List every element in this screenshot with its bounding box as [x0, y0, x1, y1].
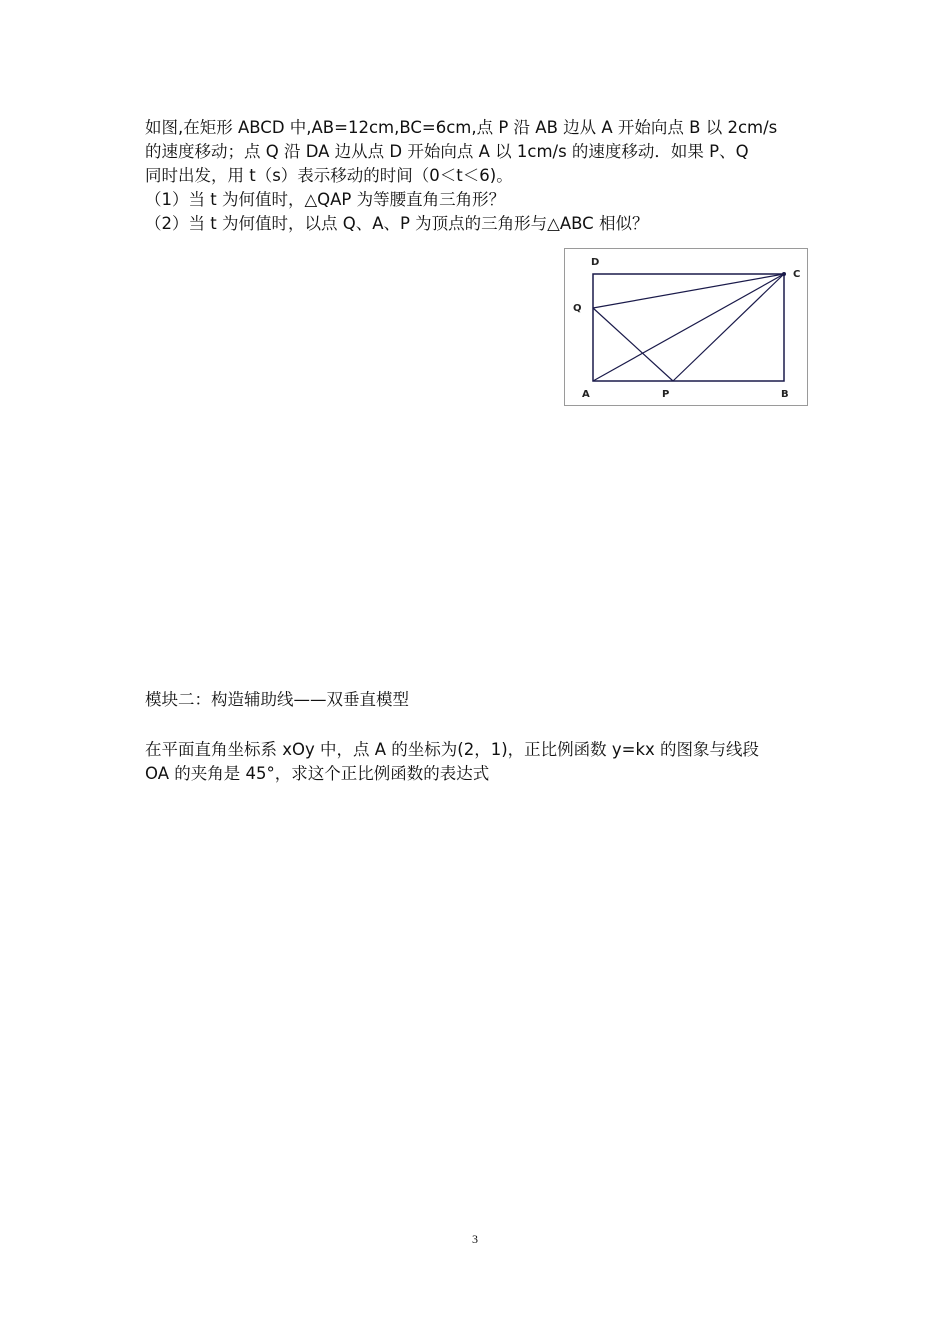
point-c-dot — [782, 272, 786, 276]
module-2-line-2: OA 的夹角是 45°，求这个正比例函数的表达式 — [145, 764, 490, 783]
label-p: P — [662, 389, 670, 400]
segment-qc — [593, 274, 784, 308]
module-2-line-1: 在平面直角坐标系 xOy 中，点 A 的坐标为(2，1)，正比例函数 y=kx 的图象与线段 — [145, 740, 760, 759]
label-a: A — [582, 389, 590, 400]
page-number: 3 — [472, 1232, 478, 1246]
rectangle-diagram — [565, 249, 807, 405]
segment-ac — [593, 274, 784, 381]
problem-1-question-2: （2）当 t 为何值时，以点 Q、A、P 为顶点的三角形与△ABC 相似？ — [145, 214, 649, 233]
problem-1-question-1: （1）当 t 为何值时，△QAP 为等腰直角三角形？ — [145, 190, 506, 209]
problem-1-line-1: 如图,在矩形 ABCD 中,AB=12cm,BC=6cm,点 P 沿 AB 边从 A 开始向点 B 以 2cm/s — [145, 118, 778, 137]
problem-1-line-3: 同时出发，用 t（s）表示移动的时间（0＜t＜6)。 — [145, 166, 513, 185]
segment-qp — [593, 308, 673, 381]
label-d: D — [591, 257, 600, 268]
label-q: Q — [573, 303, 582, 314]
label-c: C — [793, 269, 801, 280]
module-2-heading: 模块二：构造辅助线——双垂直模型 — [145, 690, 409, 709]
rectangle-figure — [564, 248, 808, 406]
label-b: B — [781, 389, 789, 400]
problem-1-line-2: 的速度移动；点 Q 沿 DA 边从点 D 开始向点 A 以 1cm/s 的速度移动．如果 P、Q — [145, 142, 749, 161]
